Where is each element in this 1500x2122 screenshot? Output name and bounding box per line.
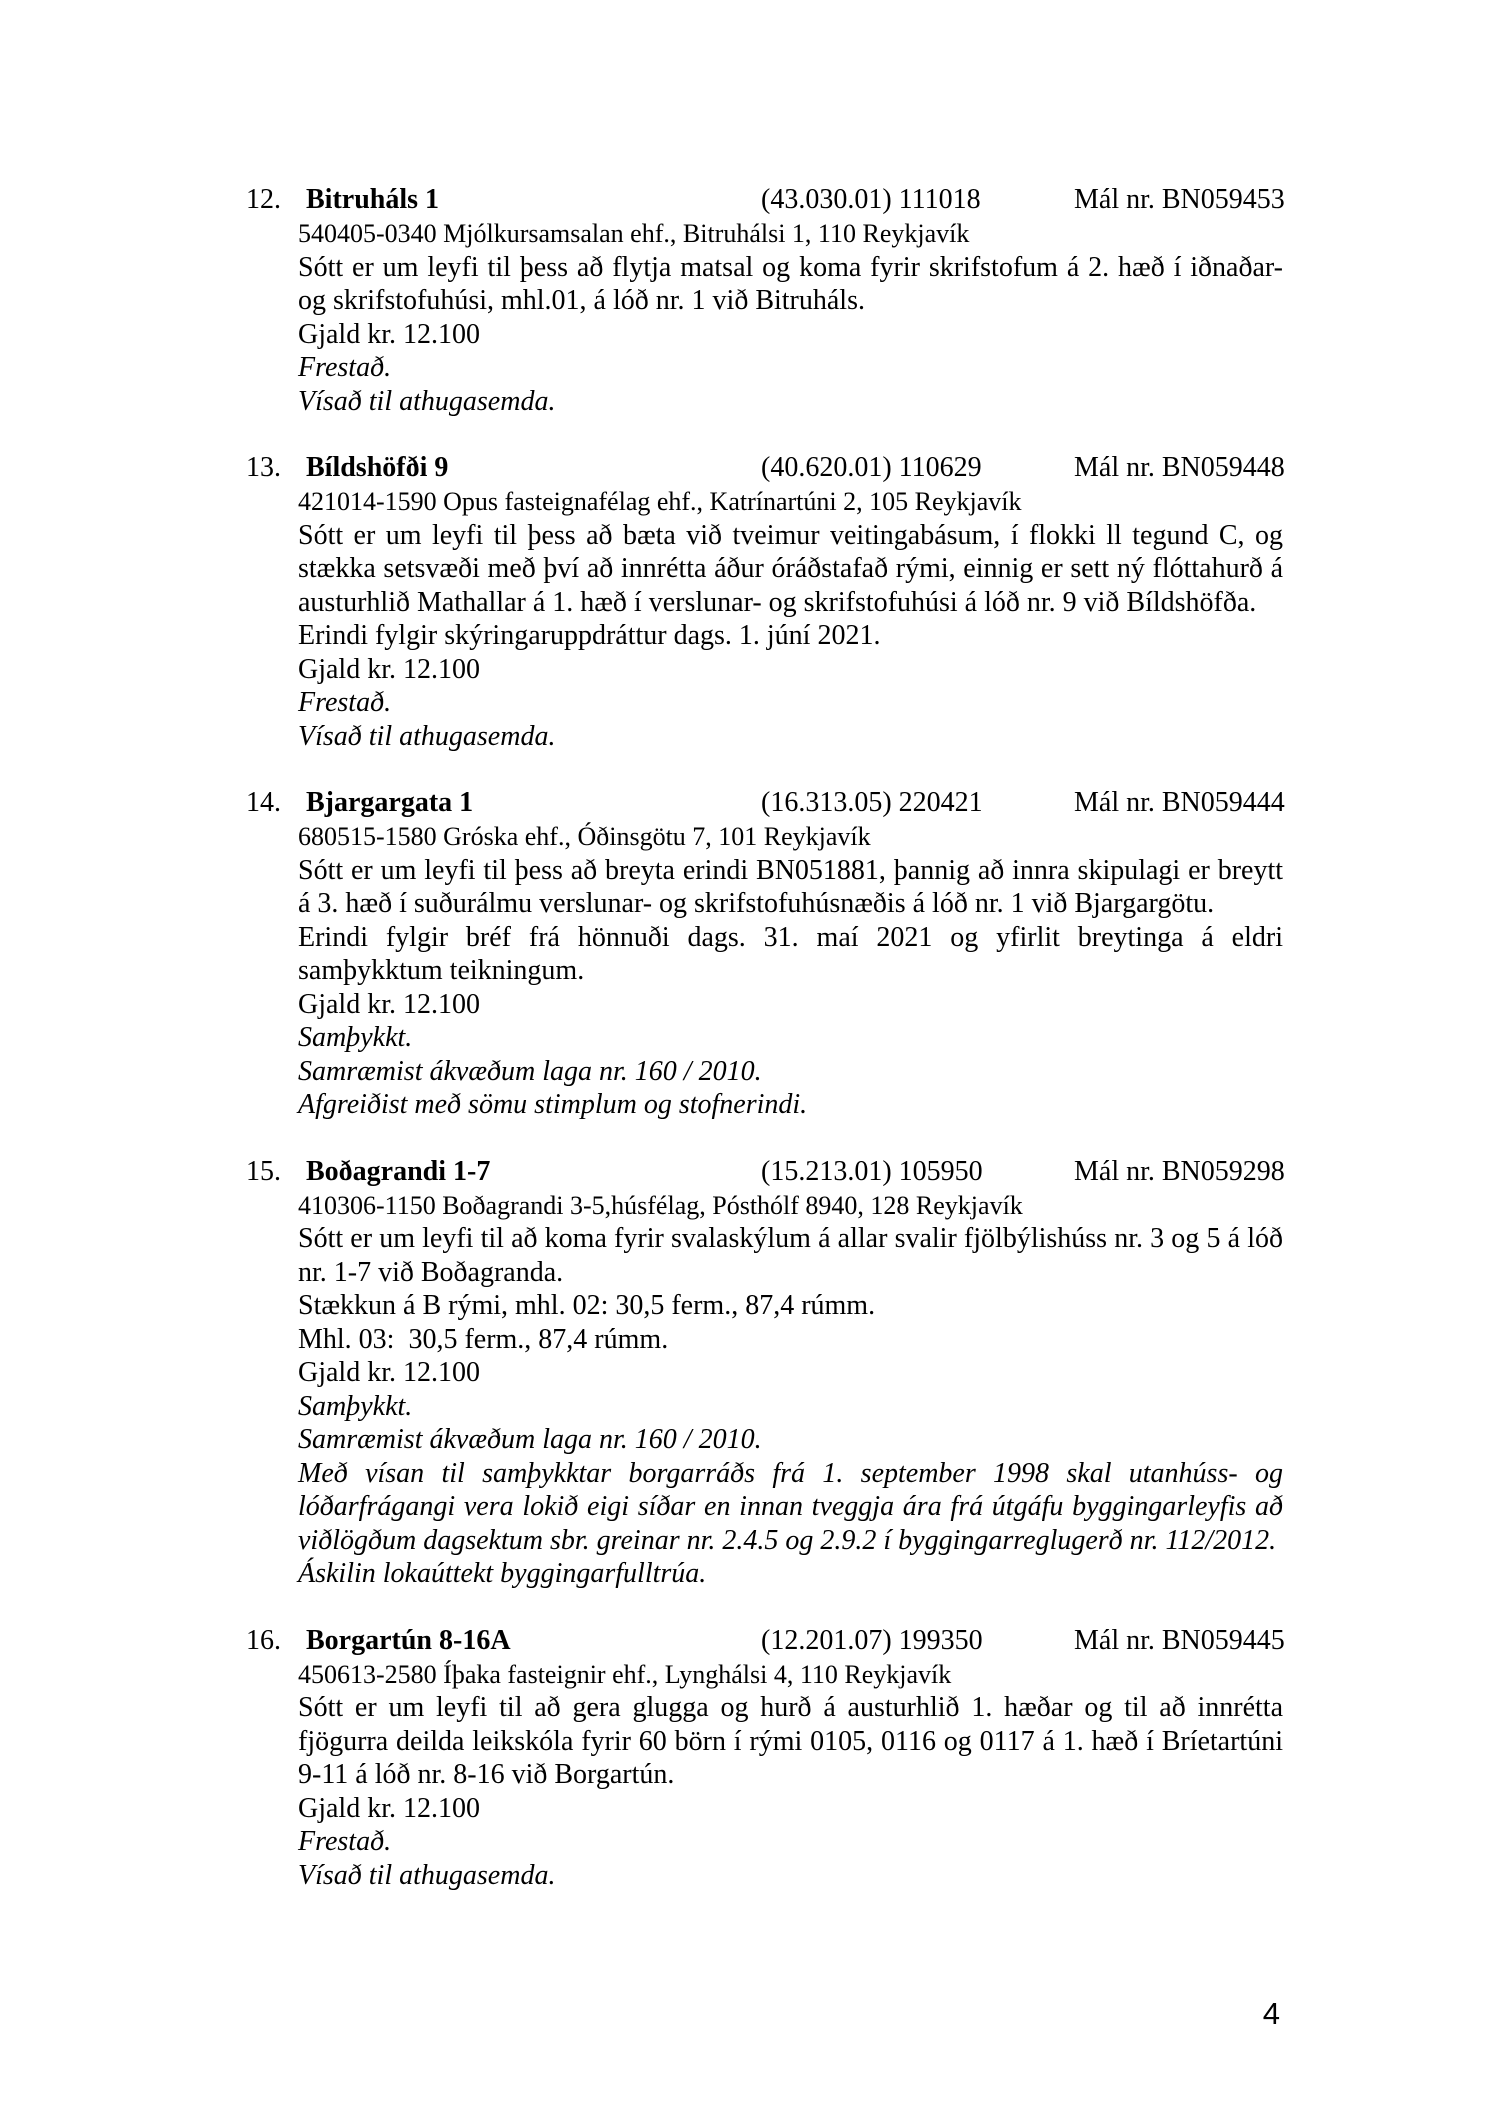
item-text-line: Gjald kr. 12.100 [298, 1357, 480, 1388]
item-text-line: Áskilin lokaúttekt byggingarfulltrúa. [298, 1558, 707, 1589]
item-text-line: Sótt er um leyfi til að koma fyrir svalaskýlum á allar svalir fjölbýlishúss nr. 3 og 5 á lóð nr. 1-7 við Boðagranda. [298, 1223, 1283, 1288]
item-text-lines [298, 1691, 1283, 1892]
item-case-number: Mál nr. BN059298 [1074, 1155, 1285, 1187]
item-address: Borgartún 8-16A [306, 1624, 511, 1656]
item-header [246, 183, 1290, 217]
item-number: 14. [246, 787, 281, 818]
item-text-line: Samræmist ákvæðum laga nr. 160 / 2010. [298, 1424, 762, 1455]
item-reference-code: (43.030.01) 111018 [761, 184, 981, 215]
item-text-line: Mhl. 03: 30,5 ferm., 87,4 rúmm. [298, 1323, 669, 1355]
item-body [298, 485, 1283, 753]
item-case-number: Mál nr. BN059453 [1074, 184, 1285, 215]
item-owner-line: 450613-2580 Íþaka fasteignir ehf., Lynghálsi 4, 110 Reykjavík [298, 1659, 952, 1689]
items-list [246, 183, 1290, 1925]
item-text-line: Vísað til athugasemda. [298, 1859, 556, 1891]
item-owner-line: 421014-1590 Opus fasteignafélag ehf., Katrínartúni 2, 105 Reykjavík [298, 487, 1022, 516]
item-text-line: Sótt er um leyfi til að gera glugga og hurð á austurhlið 1. hæðar og til að innrétta fjögurra deilda leikskóla fyrir 60 börn í rými 0105, 0116 og 0117 á 1. hæð í Bríetartúni 9-11 á lóð nr. 8-16 við Borgartún. [298, 1692, 1283, 1790]
item-text-line: Gjald kr. 12.100 [298, 988, 480, 1020]
item-text-line: Samræmist ákvæðum laga nr. 160 / 2010. [298, 1055, 762, 1087]
item-body [298, 217, 1283, 418]
item-owner-line: 540405-0340 Mjólkursamsalan ehf., Bitruhálsi 1, 110 Reykjavík [298, 219, 970, 248]
item-owner-line: 410306-1150 Boðagrandi 3-5,húsfélag, Pósthólf 8940, 128 Reykjavík [298, 1190, 1023, 1220]
item-text-line: Gjald kr. 12.100 [298, 1792, 480, 1824]
item-text-line: Samþykkt. [298, 1390, 413, 1422]
item-body [298, 1658, 1283, 1893]
item-header [246, 1155, 1290, 1189]
item-reference-code: (15.213.01) 105950 [761, 1155, 983, 1187]
item-number: 13. [246, 452, 281, 483]
item-text-line: Erindi fylgir bréf frá hönnuði dags. 31. maí 2021 og yfirlit breytinga á eldri samþykktum teikningum. [298, 921, 1283, 986]
item-number: 12. [246, 184, 281, 215]
permit-item [246, 1155, 1290, 1591]
item-text-line: Frestað. [298, 687, 392, 718]
item-text-line: Sótt er um leyfi til þess að bæta við tveimur veitingabásum, í flokki ll tegund C, og stækka setsvæði með því að innrétta áður óráðstafað rými, einnig er sett ný flóttahurð á austurhlið Mathallar á 1. hæð í verslunar- og skrifstofuhúsi á lóð nr. 9 við Bíldshöfða. [298, 519, 1283, 618]
item-text-lines [298, 519, 1283, 754]
item-address: Boðagrandi 1-7 [306, 1155, 491, 1187]
page-number: 4 [1262, 1996, 1280, 2031]
item-text-line: Erindi fylgir skýringaruppdráttur dags. 1. júní 2021. [298, 620, 881, 651]
item-number: 15. [246, 1155, 281, 1187]
item-body [298, 1189, 1283, 1591]
item-number: 16. [246, 1624, 281, 1656]
item-text-line: Frestað. [298, 352, 392, 383]
item-reference-code: (16.313.05) 220421 [761, 787, 983, 818]
item-header [246, 786, 1290, 820]
permit-item [246, 183, 1290, 418]
item-text-line: Með vísan til samþykktar borgarráðs frá 1. september 1998 skal utanhúss- og lóðarfrágangi vera lokið eigi síðar en innan tveggja ára frá útgáfu byggingarleyfis að viðlögðum dagsektum sbr. greinar nr. 2.4.5 og 2.9.2 í byggingarreglugerð nr. 112/2012. [298, 1457, 1283, 1556]
item-text-lines [298, 251, 1283, 419]
item-text-line: Gjald kr. 12.100 [298, 653, 480, 685]
item-text-line: Stækkun á B rými, mhl. 02: 30,5 ferm., 87,4 rúmm. [298, 1290, 876, 1321]
item-text-line: Gjald kr. 12.100 [298, 318, 480, 350]
item-reference-code: (12.201.07) 199350 [761, 1624, 983, 1656]
item-text-line: Frestað. [298, 1826, 392, 1857]
item-text-line: Sótt er um leyfi til þess að flytja matsal og koma fyrir skrifstofum á 2. hæð í iðnaðar- og skrifstofuhúsi, mhl.01, á lóð nr. 1 við Bitruháls. [298, 251, 1283, 316]
item-case-number: Mál nr. BN059445 [1074, 1624, 1285, 1656]
item-address: Bíldshöfði 9 [306, 452, 449, 483]
item-case-number: Mál nr. BN059444 [1074, 787, 1285, 818]
item-header [246, 1624, 1290, 1658]
item-reference-code: (40.620.01) 110629 [761, 452, 982, 483]
item-address: Bjargargata 1 [306, 787, 474, 818]
item-text-lines [298, 1222, 1283, 1591]
item-header [246, 451, 1290, 485]
item-case-number: Mál nr. BN059448 [1074, 452, 1285, 483]
item-address: Bitruháls 1 [306, 184, 440, 215]
item-text-lines [298, 854, 1283, 1122]
permit-item [246, 451, 1290, 753]
item-text-line: Sótt er um leyfi til þess að breyta erindi BN051881, þannig að innra skipulagi er breytt á 3. hæð í suðurálmu verslunar- og skrifstofuhúsnæðis á lóð nr. 1 við Bjargargötu. [298, 854, 1283, 919]
item-text-line: Vísað til athugasemda. [298, 385, 556, 417]
item-text-line: Vísað til athugasemda. [298, 720, 556, 752]
item-owner-line: 680515-1580 Gróska ehf., Óðinsgötu 7, 101 Reykjavík [298, 822, 871, 851]
permit-item [246, 786, 1290, 1122]
item-body [298, 820, 1283, 1122]
item-text-line: Afgreiðist með sömu stimplum og stofnerindi. [298, 1089, 808, 1120]
permit-item [246, 1624, 1290, 1893]
item-text-line: Samþykkt. [298, 1022, 413, 1053]
